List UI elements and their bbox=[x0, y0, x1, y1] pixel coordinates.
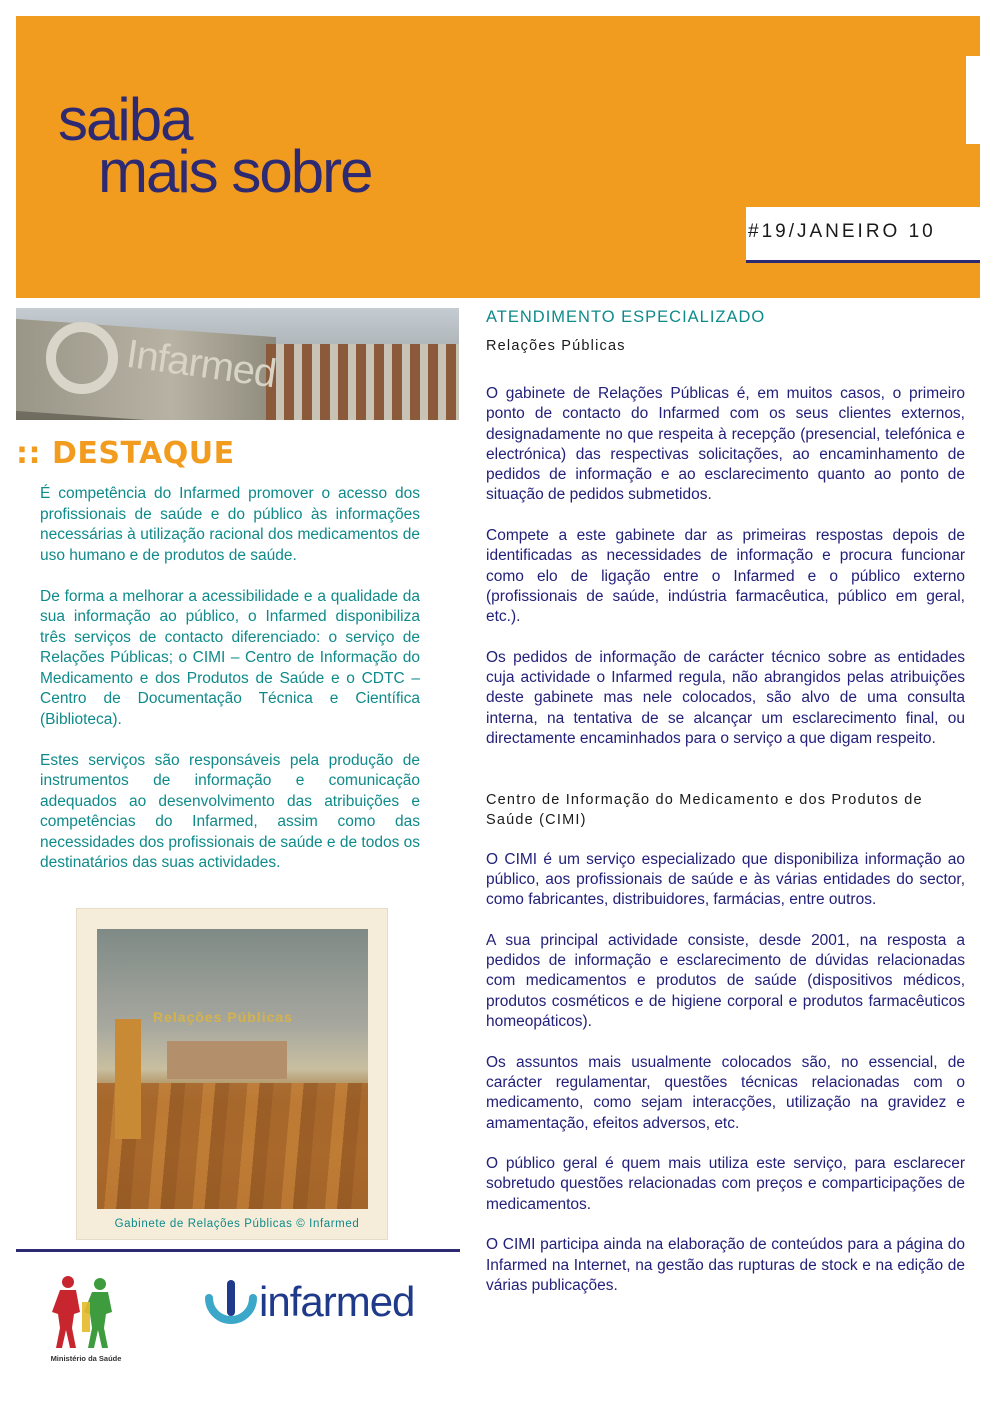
body-paragraph: O CIMI participa ainda na elaboração de conteúdos para a página do Infarmed na Internet, na gestão das rupturas de stock e na edição de várias publicações. bbox=[486, 1236, 965, 1294]
body-paragraph: O gabinete de Relações Públicas é, em muitos casos, o primeiro ponto de contacto do Infarmed com os seus clientes externos, designadamente no que respeita à recepção (presencial, telefónica e electrónica) das respectivas solicitações, ao encaminhamento de pedidos de informação e ao esclarecimento quanto ao ponto de situação de pedidos submetidos. bbox=[486, 385, 965, 504]
destaque-heading: :: DESTAQUE bbox=[16, 436, 235, 471]
section-heading: ATENDIMENTO ESPECIALIZADO bbox=[486, 308, 766, 326]
footer-divider bbox=[16, 1249, 460, 1252]
body-paragraph: A sua principal actividade consiste, desde 2001, na resposta a pedidos de informação e esclarecimento de dúvidas relacionadas com medicamentos e produtos de saúde (dispositivos médicos, produtos cosméticos e de higiene corporal e produtos farmacêuticos homeopáticos). bbox=[486, 931, 965, 1031]
ministerio-saude-logo bbox=[46, 1272, 126, 1364]
destaque-paragraph: Estes serviços são responsáveis pela produção de instrumentos de informação e comunicação adequados ao desenvolvimento das atribuições e competências do Infarmed, assim como das necessidades dos profissionais de saúde e de todos os destinatários das suas actividades. bbox=[40, 751, 420, 871]
subsection-title: Centro de Informação do Medicamento e dos Produtos de Saúde (CIMI) bbox=[486, 791, 923, 828]
photo-caption: Gabinete de Relações Públicas © Infarmed bbox=[114, 1218, 360, 1230]
photo-sign-text: Infarmed bbox=[123, 331, 279, 397]
destaque-body bbox=[40, 484, 420, 894]
office-photo bbox=[97, 929, 368, 1209]
header-banner bbox=[16, 16, 980, 298]
body-paragraph: O CIMI é um serviço especializado que disponibiliza informação ao público, aos profissionais de saúde e às várias entidades do sector, como fabricantes, distribuidores, farmácias, entre outros. bbox=[486, 850, 965, 909]
office-sign-text: Relações Públicas bbox=[153, 1009, 293, 1025]
destaque-paragraph: É competência do Infarmed promover o acesso dos profissionais de saúde e do público às informações necessárias à utilização racional dos medicamentos de uso humano e de produtos de saúde. bbox=[40, 485, 420, 564]
infarmed-building-photo bbox=[16, 308, 459, 420]
body-paragraph: O público geral é quem mais utiliza este serviço, para esclarecer sobretudo questões relacionadas com preços e comparticipações de medicamentos. bbox=[486, 1155, 965, 1213]
photo-desk bbox=[167, 1041, 287, 1079]
spacer bbox=[486, 770, 965, 790]
right-column bbox=[486, 308, 965, 1316]
office-photo-frame bbox=[76, 908, 388, 1240]
infarmed-logo-icon bbox=[203, 1276, 259, 1336]
masthead-line-2: mais sobre bbox=[98, 137, 372, 205]
issue-box bbox=[746, 207, 980, 263]
header-notch bbox=[966, 56, 980, 144]
ministerio-figures-icon bbox=[46, 1272, 126, 1352]
photo-pillar bbox=[115, 1019, 141, 1139]
infarmed-wordmark: infarmed bbox=[259, 1278, 415, 1325]
body-paragraph: Os assuntos mais usualmente colocados são, no essencial, de carácter regulamentar, questões técnicas relacionadas com o medicamento, como sejam interacções, utilização na gravidez e amamentação, efeitos adversos, etc. bbox=[486, 1053, 965, 1132]
body-paragraph: Os pedidos de informação de carácter técnico sobre as entidades cuja actividade o Infarmed regula, não abrangidos pelas atribuições deste gabinete mas nele colocados, são alvo de uma consulta interna, na tentativa de se alcançar um esclarecimento final, ou directamente encaminhados para o serviço a que digam respeito. bbox=[486, 648, 965, 748]
masthead-line-1: saiba bbox=[58, 86, 192, 153]
subsection-title: Relações Públicas bbox=[486, 338, 626, 354]
photo-logo-disc bbox=[46, 322, 118, 394]
issue-number: #19/JANEIRO 10 bbox=[748, 221, 936, 242]
ministerio-label: Ministério da Saúde bbox=[50, 1354, 122, 1363]
infarmed-logo bbox=[203, 1276, 433, 1336]
photo-building-facade bbox=[266, 344, 459, 420]
body-paragraph: Compete a este gabinete dar as primeiras respostas depois de identificadas as necessidades de informação e procura funcionar como elo de ligação entre o Infarmed e o público externo (profissionais de saúde, indústria farmacêutica, público em geral, etc.). bbox=[486, 527, 965, 626]
masthead-title bbox=[58, 86, 372, 205]
destaque-paragraph: De forma a melhorar a acessibilidade e a qualidade da sua informação ao público, o Infarmed disponibiliza três serviços de contacto diferenciado: o serviço de Relações Públicas; o CIMI – Centro de Informação do Medicamento e dos Produtos de Saúde e o CDTC – Centro de Documentação Técnica e Científica (Biblioteca). bbox=[40, 587, 420, 728]
